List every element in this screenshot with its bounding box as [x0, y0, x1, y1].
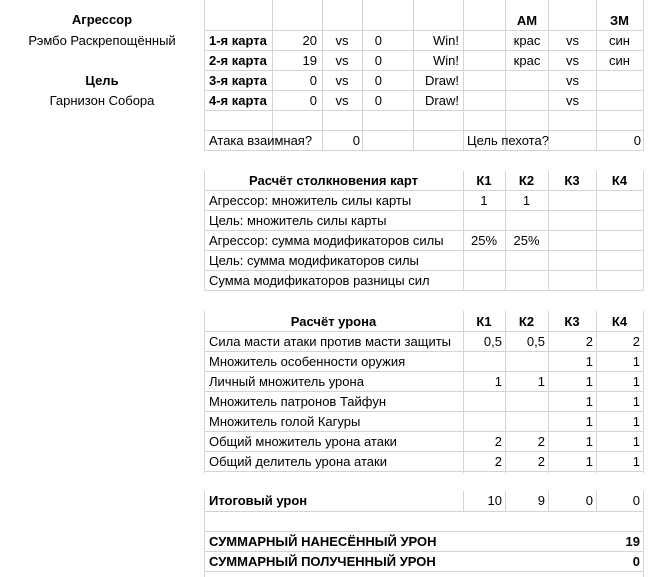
card-am-suit: [505, 71, 549, 91]
cell-value: 1: [522, 193, 531, 208]
damage-col-header: К1: [476, 314, 492, 329]
vs-label: vs: [566, 33, 579, 48]
total-damage-value: 0: [632, 493, 640, 508]
cell-value: 0,5: [483, 334, 502, 349]
card-zm-suit: син: [609, 53, 630, 68]
summary-dealt-label: СУММАРНЫЙ НАНЕСЁННЫЙ УРОН: [209, 534, 437, 549]
cell-value: [548, 211, 596, 231]
vs-label: vs: [335, 73, 349, 88]
mutual-attack-value: 0: [352, 133, 360, 148]
cell-value: 2: [494, 434, 502, 449]
row-label: Личный множитель урона: [209, 374, 364, 389]
cell-value: [505, 211, 548, 231]
card-aggressor-value: 19: [302, 53, 317, 68]
cell-value: [463, 392, 502, 412]
cell-value: 2: [632, 334, 640, 349]
card-aggressor-value: 0: [309, 93, 317, 108]
cell-value: 1: [585, 374, 593, 389]
vs-label: vs: [566, 93, 579, 108]
card-target-value: 0: [374, 73, 382, 88]
row-label: Множитель особенности оружия: [209, 354, 406, 369]
row-label: Агрессор: множитель силы карты: [209, 193, 412, 208]
target-name: Гарнизон Собора: [49, 93, 155, 108]
damage-title: Расчёт урона: [290, 314, 377, 329]
row-label: Цель: множитель силы карты: [209, 213, 387, 228]
cell-value: 1: [632, 374, 640, 389]
card-zm-suit: [596, 71, 643, 91]
card-label: 1-я карта: [209, 33, 267, 48]
total-damage-label: Итоговый урон: [209, 493, 308, 508]
cell-value: 25%: [470, 233, 498, 248]
cell-value: 2: [494, 454, 502, 469]
cell-value: 1: [632, 394, 640, 409]
cell-value: [463, 211, 505, 231]
card-aggressor-value: 20: [302, 33, 317, 48]
cell-value: 2: [585, 334, 593, 349]
row-label: Цель: сумма модификаторов силы: [209, 253, 419, 268]
damage-col-header: К3: [564, 314, 580, 329]
cell-value: 1: [632, 454, 640, 469]
cell-value: 1: [480, 193, 488, 208]
cell-value: 1: [494, 374, 502, 389]
target-header: Цель: [85, 73, 119, 88]
vs-label: vs: [566, 53, 579, 68]
cell-value: 2: [537, 434, 545, 449]
cell-value: 1: [585, 354, 593, 369]
aggressor-name: Рэмбо Раскрепощённый: [28, 33, 176, 48]
summary-dealt-value: 19: [625, 534, 640, 549]
clash-col-header: К2: [518, 173, 535, 188]
cell-value: [548, 271, 596, 291]
card-target-value: 0: [374, 33, 382, 48]
cell-value: [463, 412, 502, 432]
cell-value: 2: [537, 454, 545, 469]
cell-value: [505, 251, 548, 271]
cell-value: [596, 191, 643, 211]
row-label: Множитель голой Кагуры: [209, 414, 361, 429]
card-result: Win!: [433, 33, 459, 48]
vs-label: vs: [335, 33, 349, 48]
vs-label: vs: [335, 93, 349, 108]
row-label: Общий делитель урона атаки: [209, 454, 387, 469]
cell-value: [596, 231, 643, 251]
damage-col-header: К4: [611, 314, 628, 329]
card-am-suit: крас: [513, 53, 541, 68]
cell-value: [548, 231, 596, 251]
card-result: Draw!: [425, 93, 459, 108]
cell-value: [505, 271, 548, 291]
damage-col-header: К2: [518, 314, 535, 329]
am-header: АМ: [516, 13, 538, 28]
total-damage-value: 10: [487, 493, 502, 508]
aggressor-header: Агрессор: [71, 12, 133, 27]
cell-value: [596, 211, 643, 231]
cell-value: 1: [585, 394, 593, 409]
mutual-attack-label: Атака взаимная?: [209, 133, 313, 148]
card-target-value: 0: [374, 53, 382, 68]
cell-value: 1: [632, 414, 640, 429]
cell-value: 1: [585, 414, 593, 429]
cell-value: 1: [632, 354, 640, 369]
card-aggressor-value: 0: [309, 73, 317, 88]
zm-header: ЗМ: [610, 13, 629, 28]
clash-col-header: К4: [611, 173, 628, 188]
cell-value: [505, 352, 545, 372]
cell-value: 1: [585, 454, 593, 469]
cell-value: 1: [632, 434, 640, 449]
infantry-target-value: 0: [633, 133, 641, 148]
infantry-target-label: Цель пехота?: [467, 133, 549, 148]
card-am-suit: [505, 91, 549, 111]
total-damage-value: 0: [585, 493, 593, 508]
card-label: 2-я карта: [209, 53, 267, 68]
summary-received-value: 0: [632, 554, 640, 569]
clash-title: Расчёт столкновения карт: [249, 173, 418, 188]
summary-received-label: СУММАРНЫЙ ПОЛУЧЕННЫЙ УРОН: [209, 554, 436, 569]
card-label: 4-я карта: [209, 93, 267, 108]
cell-value: [505, 412, 545, 432]
cell-value: 0,5: [526, 334, 545, 349]
card-zm-suit: син: [609, 33, 630, 48]
card-result: Win!: [433, 53, 459, 68]
card-result: Draw!: [425, 73, 459, 88]
row-label: Сумма модификаторов разницы сил: [209, 273, 430, 288]
total-damage-value: 9: [537, 493, 545, 508]
vs-label: vs: [566, 73, 579, 88]
cell-value: [596, 271, 643, 291]
card-am-suit: крас: [513, 33, 541, 48]
row-label: Сила масти атаки против масти защиты: [209, 334, 452, 349]
cell-value: 1: [585, 434, 593, 449]
cell-value: [548, 251, 596, 271]
row-label: Агрессор: сумма модификаторов силы: [209, 233, 444, 248]
clash-col-header: К3: [564, 173, 580, 188]
card-target-value: 0: [374, 93, 382, 108]
cell-value: 1: [537, 374, 545, 389]
vs-label: vs: [335, 53, 349, 68]
cell-value: 25%: [513, 233, 540, 248]
cell-value: [463, 251, 505, 271]
cell-value: [548, 191, 596, 211]
clash-col-header: К1: [476, 173, 492, 188]
card-label: 3-я карта: [209, 73, 267, 88]
card-zm-suit: [596, 91, 643, 111]
row-label: Общий множитель урона атаки: [209, 434, 397, 449]
cell-value: [463, 352, 502, 372]
cell-value: [596, 251, 643, 271]
cell-value: [505, 392, 545, 412]
cell-value: [463, 271, 505, 291]
row-label: Множитель патронов Тайфун: [209, 394, 387, 409]
